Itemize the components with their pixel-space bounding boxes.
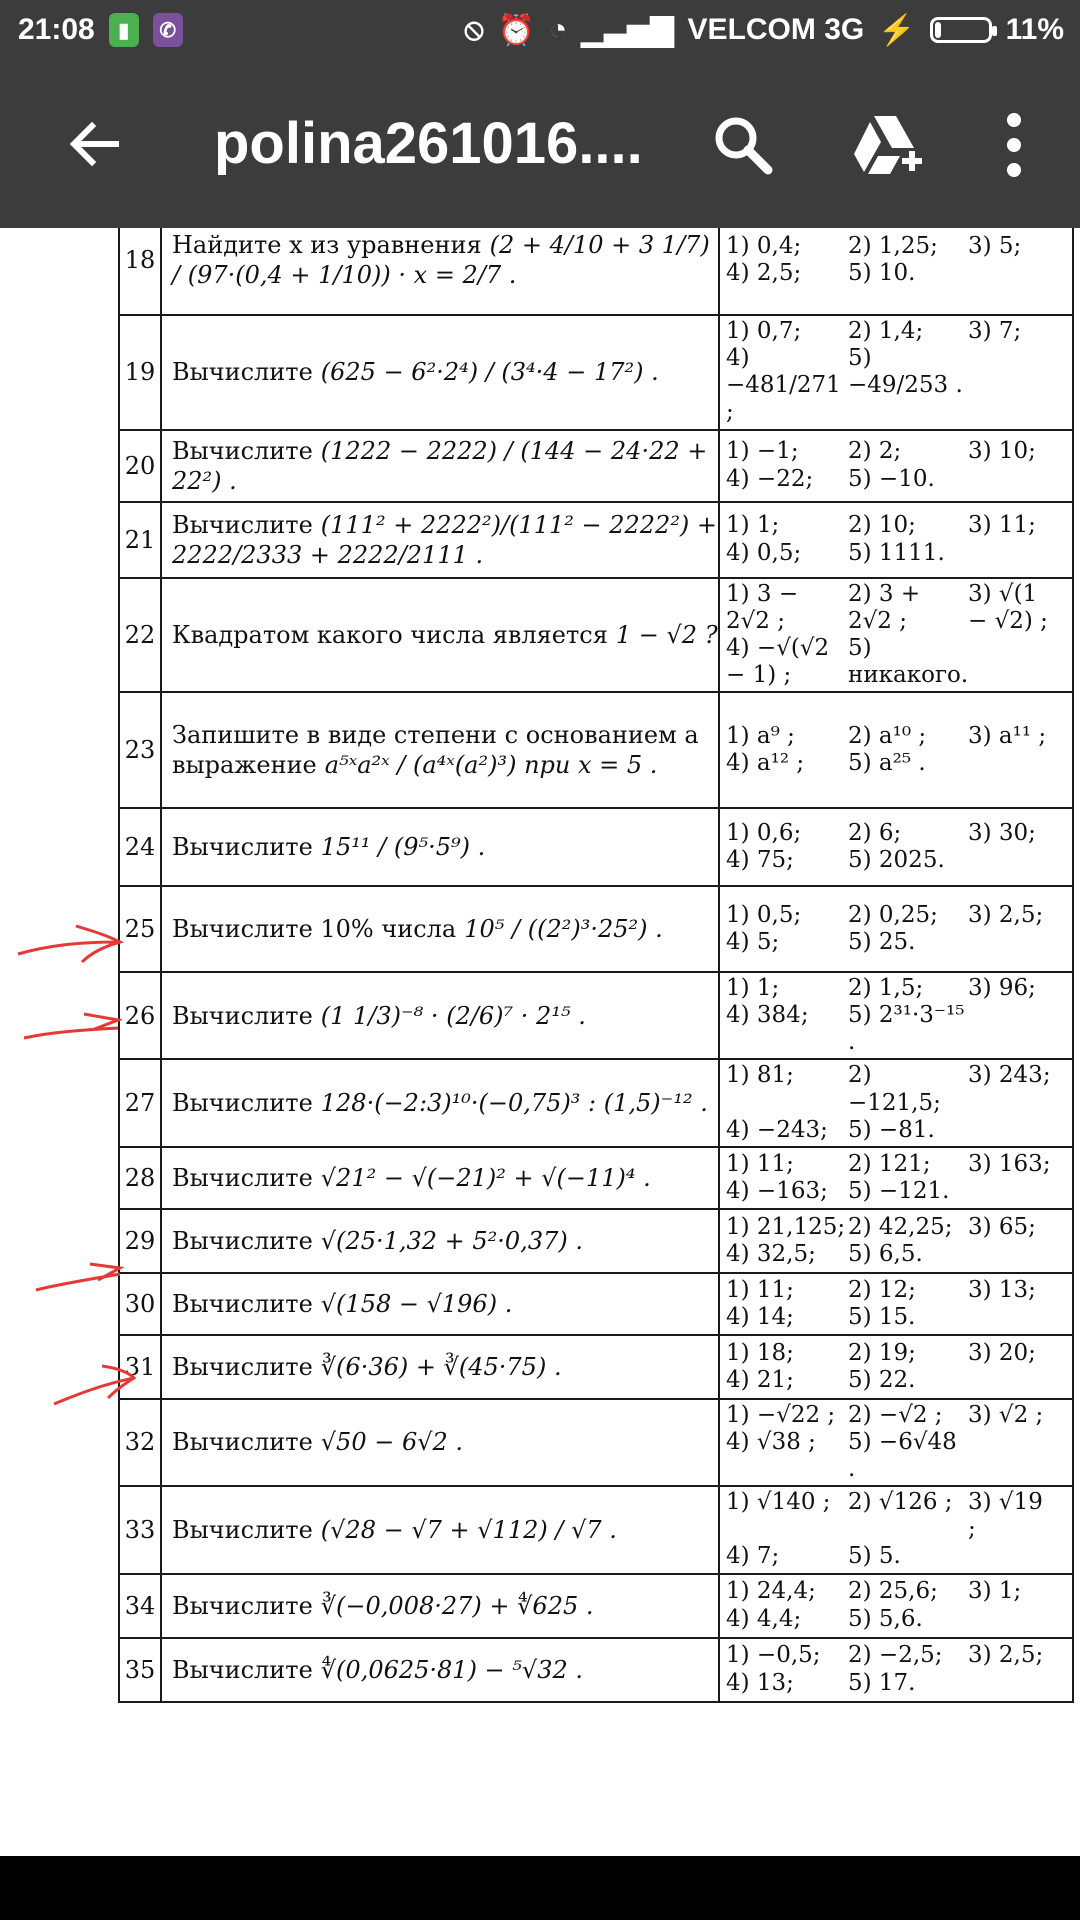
answer-option: 2) 2; — [848, 438, 902, 465]
answer-option: 3) 96; — [968, 975, 1036, 1001]
task-text: Квадратом какого числа является — [172, 620, 608, 649]
task-text: Вычислите — [172, 833, 313, 861]
task-expression: (2 + 4/10 + 3 1/7) / (97·(0,4 + 1/10)) · x = 2/7 . — [172, 231, 710, 289]
answer-option: 3) 2,5; — [968, 901, 1044, 928]
task-row — [119, 1147, 1073, 1209]
answer-option: 5) никакого. — [848, 634, 969, 688]
task-number: 20 — [119, 430, 161, 502]
task-answers — [719, 886, 1073, 972]
task-text: Вычислите — [172, 1089, 313, 1118]
task-number: 19 — [119, 315, 161, 430]
tasks-table — [118, 228, 1074, 1703]
task-row — [119, 1638, 1073, 1702]
task-row — [119, 502, 1073, 578]
task-number: 28 — [119, 1147, 161, 1209]
answer-option: 2) −121,5; — [848, 1062, 941, 1116]
answer-option: 1) −0,5; — [726, 1642, 821, 1669]
back-arrow-icon[interactable] — [64, 114, 124, 174]
answer-option: 5) −10. — [848, 465, 935, 492]
answer-option: 3) 65; — [968, 1213, 1036, 1240]
task-row — [119, 808, 1073, 886]
task-expression: a⁵ˣa²ˣ / (a⁴ˣ(a²)³) при x = 5 . — [324, 751, 658, 779]
answer-option: 1) 0,4; — [726, 232, 802, 259]
task-text: Найдите x из уравнения — [172, 231, 482, 259]
answer-option: 3) 11; — [968, 512, 1036, 539]
drive-add-icon[interactable] — [852, 112, 924, 180]
answer-option: 4) −481/271 ; — [726, 345, 841, 426]
task-row — [119, 972, 1073, 1059]
answer-option: 4) 21; — [726, 1366, 794, 1393]
answer-option: 2) 10; — [848, 512, 916, 539]
answer-option: 2) 19; — [848, 1339, 916, 1366]
task-expression: (1 1/3)⁻⁸ · (2/6)⁷ · 2¹⁵ . — [320, 1001, 586, 1030]
task-number: 32 — [119, 1399, 161, 1486]
task-text: Вычислите — [172, 358, 313, 387]
signal-icon: ▁▃▅▇ — [581, 13, 674, 47]
answer-option: 5) 5. — [848, 1543, 901, 1570]
answer-option: 3) 30; — [968, 819, 1036, 846]
answer-option: 3) 13; — [968, 1276, 1036, 1303]
answer-option: 4) 0,5; — [726, 539, 802, 566]
answer-option: 2) 3 + 2√2 ; — [848, 580, 921, 634]
answer-option: 1) 3 − 2√2 ; — [726, 580, 799, 634]
annotation-arrow-30 — [34, 1244, 124, 1304]
task-expression: √(25·1,32 + 5²·0,37) . — [320, 1226, 583, 1255]
task-number: 26 — [119, 972, 161, 1059]
task-number: 33 — [119, 1486, 161, 1573]
answer-option: 1) 24,4; — [726, 1578, 816, 1605]
vibrate-off-icon: ⦸ — [464, 13, 484, 46]
carrier-label: VELCOM 3G — [687, 13, 865, 46]
task-question — [161, 1399, 719, 1486]
charging-icon: ⚡ — [878, 13, 916, 47]
task-expression: 15¹¹ / (9⁵·5⁹) . — [320, 833, 486, 861]
status-right — [464, 13, 1064, 48]
task-number: 21 — [119, 502, 161, 578]
task-expression: ∛(−0,008·27) + ∜625 . — [320, 1591, 594, 1620]
task-expression: 128·(−2:3)¹⁰·(−0,75)³ : (1,5)⁻¹² . — [320, 1089, 708, 1118]
task-row — [119, 1486, 1073, 1573]
task-number: 27 — [119, 1059, 161, 1146]
answer-option: 4) 75; — [726, 847, 794, 873]
wifi-icon: ◔ — [549, 13, 568, 46]
search-icon[interactable] — [712, 114, 774, 176]
answer-option: 2) −√2 ; — [848, 1401, 943, 1428]
answer-option: 5) 17. — [848, 1669, 916, 1696]
answer-option: 5) −49/253 . — [848, 345, 963, 399]
task-expression: (1222 − 2222) / (144 − 24·22 + 22²) . — [172, 436, 708, 495]
task-question — [161, 1486, 719, 1573]
task-question — [161, 315, 719, 430]
task-question — [161, 886, 719, 972]
task-row — [119, 1273, 1073, 1335]
answer-option: 2) √126 ; — [848, 1489, 953, 1516]
task-number: 30 — [119, 1273, 161, 1335]
task-text: Вычислите — [172, 1352, 313, 1381]
task-row — [119, 1574, 1073, 1638]
answer-option: 2) 1,5; — [848, 975, 924, 1001]
answer-option: 4) 4,4; — [726, 1605, 802, 1632]
answer-option: 4) 2,5; — [726, 260, 802, 286]
task-text: Вычислите — [172, 510, 313, 539]
task-number: 18 — [119, 228, 161, 315]
answer-option: 5) 25. — [848, 929, 916, 955]
task-number: 34 — [119, 1574, 161, 1638]
task-row — [119, 578, 1073, 693]
task-answers — [719, 1273, 1073, 1335]
answer-option: 1) 21,125; — [726, 1213, 846, 1240]
task-answers — [719, 1399, 1073, 1486]
task-number: 35 — [119, 1638, 161, 1702]
task-expression: (625 − 6²·2⁴) / (3⁴·4 − 17²) . — [320, 358, 659, 387]
answer-option: 3) 5; — [968, 232, 1022, 259]
answer-option: 2) 121; — [848, 1150, 931, 1177]
answer-option: 5) 10. — [848, 260, 916, 286]
task-answers — [719, 228, 1073, 315]
answer-option: 4) 5; — [726, 929, 780, 955]
document-page — [118, 228, 1051, 1703]
answer-option: 3) √2 ; — [968, 1401, 1044, 1428]
task-text: Вычислите — [172, 1428, 313, 1457]
task-answers — [719, 1147, 1073, 1209]
answer-option: 3) 20; — [968, 1339, 1036, 1366]
task-expression: 1 − √2 ? — [615, 620, 718, 649]
answer-option: 4) −√(√2 − 1) ; — [726, 634, 830, 688]
answer-option: 4) a¹² ; — [726, 750, 805, 776]
task-number: 29 — [119, 1209, 161, 1273]
task-text: Вычислите — [172, 1655, 313, 1684]
task-row — [119, 1335, 1073, 1399]
answer-option: 2) 42,25; — [848, 1213, 953, 1240]
clock: 21:08 — [18, 13, 95, 46]
answer-option: 5) −81. — [848, 1116, 935, 1143]
task-row — [119, 430, 1073, 502]
task-text: Вычислите — [172, 1226, 313, 1255]
answer-option: 2) 0,25; — [848, 901, 938, 928]
task-question — [161, 228, 719, 315]
task-question — [161, 1273, 719, 1335]
task-answers — [719, 315, 1073, 430]
battery-percent: 11% — [1005, 13, 1064, 46]
task-question — [161, 1209, 719, 1273]
answer-option: 5) 15. — [848, 1303, 916, 1330]
task-text: Вычислите 10% числа — [172, 915, 457, 943]
answer-option: 1) 81; — [726, 1062, 794, 1089]
task-text: Вычислите — [172, 1591, 313, 1620]
answer-option: 1) 11; — [726, 1150, 794, 1177]
answer-option: 5) a²⁵ . — [848, 750, 926, 776]
task-answers — [719, 808, 1073, 886]
task-question — [161, 692, 719, 808]
task-question — [161, 430, 719, 502]
answer-option: 5) 2025. — [848, 847, 945, 873]
task-question — [161, 502, 719, 578]
answer-option: 1) 11; — [726, 1276, 794, 1303]
battery-app-icon: ▮ — [109, 13, 139, 47]
task-question — [161, 1638, 719, 1702]
app-bar — [0, 60, 1080, 228]
answer-option: 5) 1111. — [848, 539, 945, 566]
answer-option: 2) 6; — [848, 819, 902, 846]
task-question — [161, 1059, 719, 1146]
task-question — [161, 1574, 719, 1638]
task-row — [119, 1399, 1073, 1486]
answer-option: 4) 7; — [726, 1543, 780, 1570]
task-text: Вычислите — [172, 1515, 313, 1544]
task-answers — [719, 692, 1073, 808]
answer-option: 3) √19 ; — [968, 1489, 1043, 1543]
task-answers — [719, 972, 1073, 1059]
answer-option: 5) 2³¹·3⁻¹⁵ . — [848, 1002, 965, 1056]
answer-option: 2) 25,6; — [848, 1578, 938, 1605]
answer-option: 1) 0,7; — [726, 318, 802, 344]
task-answers — [719, 1209, 1073, 1273]
answer-option: 4) −22; — [726, 465, 814, 492]
task-number: 22 — [119, 578, 161, 693]
task-row — [119, 1209, 1073, 1273]
task-answers — [719, 1059, 1073, 1146]
task-answers — [719, 578, 1073, 693]
annotation-arrow-26 — [22, 998, 122, 1058]
answer-option: 4) 13; — [726, 1669, 794, 1696]
answer-option: 3) 163; — [968, 1150, 1051, 1177]
answer-option: 5) 22. — [848, 1366, 916, 1393]
task-number: 31 — [119, 1335, 161, 1399]
task-answers — [719, 1574, 1073, 1638]
task-question — [161, 1147, 719, 1209]
task-text: Запишите в виде степени с основанием a выражение — [172, 721, 699, 779]
answer-option: 2) 1,25; — [848, 232, 938, 259]
task-expression: ∜(0,0625·81) − ⁵√32 . — [320, 1655, 584, 1684]
document-title: polina261016.... — [214, 111, 643, 176]
answer-option: 4) 384; — [726, 1002, 809, 1029]
task-text: Вычислите — [172, 1001, 313, 1030]
task-row — [119, 692, 1073, 808]
answer-option: 3) √(1 − √2) ; — [968, 580, 1048, 634]
answer-option: 2) 12; — [848, 1276, 916, 1303]
answer-option: 3) 2,5; — [968, 1642, 1044, 1669]
task-expression: (√28 − √7 + √112) / √7 . — [320, 1515, 617, 1544]
answer-option: 4) 14; — [726, 1303, 794, 1330]
answer-option: 5) −121. — [848, 1177, 950, 1204]
answer-option: 3) 7; — [968, 318, 1022, 344]
task-text: Вычислите — [172, 436, 313, 465]
answer-option: 3) 243; — [968, 1062, 1051, 1089]
task-answers — [719, 1638, 1073, 1702]
answer-option: 1) 1; — [726, 512, 780, 539]
answer-option: 4) √38 ; — [726, 1428, 816, 1455]
task-number: 23 — [119, 692, 161, 808]
battery-icon — [930, 17, 992, 43]
viber-icon: ✆ — [153, 13, 183, 47]
answer-option: 1) 18; — [726, 1339, 794, 1366]
answer-option: 1) −1; — [726, 438, 799, 465]
task-row — [119, 1059, 1073, 1146]
task-number: 24 — [119, 808, 161, 886]
answer-option: 2) −2,5; — [848, 1642, 943, 1669]
task-row — [119, 315, 1073, 430]
task-row — [119, 886, 1073, 972]
answer-option: 3) 1; — [968, 1578, 1022, 1605]
alarm-icon: ⏰ — [497, 13, 536, 47]
document-viewer[interactable] — [0, 228, 1080, 1856]
answer-option: 1) −√22 ; — [726, 1401, 836, 1428]
task-answers — [719, 1335, 1073, 1399]
answer-option: 3) a¹¹ ; — [968, 722, 1047, 749]
task-expression: (111² + 2222²)/(111² − 2222²) + 2222/2333 + 2222/2111 . — [172, 510, 718, 569]
answer-option: 2) a¹⁰ ; — [848, 722, 927, 749]
task-number: 25 — [119, 886, 161, 972]
task-expression: √21² − √(−21)² + √(−11)⁴ . — [320, 1163, 651, 1192]
annotation-arrow-25 — [16, 906, 126, 976]
task-expression: ∛(6·36) + ∛(45·75) . — [320, 1352, 562, 1381]
answer-option: 1) 1; — [726, 975, 780, 1001]
task-question — [161, 972, 719, 1059]
task-expression: √(158 − √196) . — [320, 1289, 513, 1318]
answer-option: 1) 0,5; — [726, 901, 802, 928]
task-text: Вычислите — [172, 1163, 313, 1192]
task-text: Вычислите — [172, 1289, 313, 1318]
navigation-bar — [0, 1856, 1080, 1920]
task-question — [161, 578, 719, 693]
answer-option: 4) 32,5; — [726, 1240, 816, 1267]
answer-option: 1) a⁹ ; — [726, 722, 795, 749]
task-answers — [719, 1486, 1073, 1573]
task-question — [161, 808, 719, 886]
answer-option: 2) 1,4; — [848, 318, 924, 344]
task-answers — [719, 430, 1073, 502]
answer-option: 5) 5,6. — [848, 1605, 923, 1632]
task-row — [119, 228, 1073, 315]
answer-option: 3) 10; — [968, 438, 1036, 465]
more-vert-icon[interactable] — [996, 112, 1032, 178]
answer-option: 4) −243; — [726, 1116, 828, 1143]
task-expression: √50 − 6√2 . — [320, 1428, 464, 1457]
answer-option: 1) 0,6; — [726, 819, 802, 846]
task-answers — [719, 502, 1073, 578]
answer-option: 5) 6,5. — [848, 1240, 923, 1267]
answer-option: 4) −163; — [726, 1177, 828, 1204]
answer-option: 5) −6√48 . — [848, 1428, 957, 1482]
task-question — [161, 1335, 719, 1399]
task-expression: 10⁵ / ((2²)³·25²) . — [464, 915, 663, 943]
status-bar — [0, 0, 1080, 60]
answer-option: 1) √140 ; — [726, 1489, 831, 1516]
